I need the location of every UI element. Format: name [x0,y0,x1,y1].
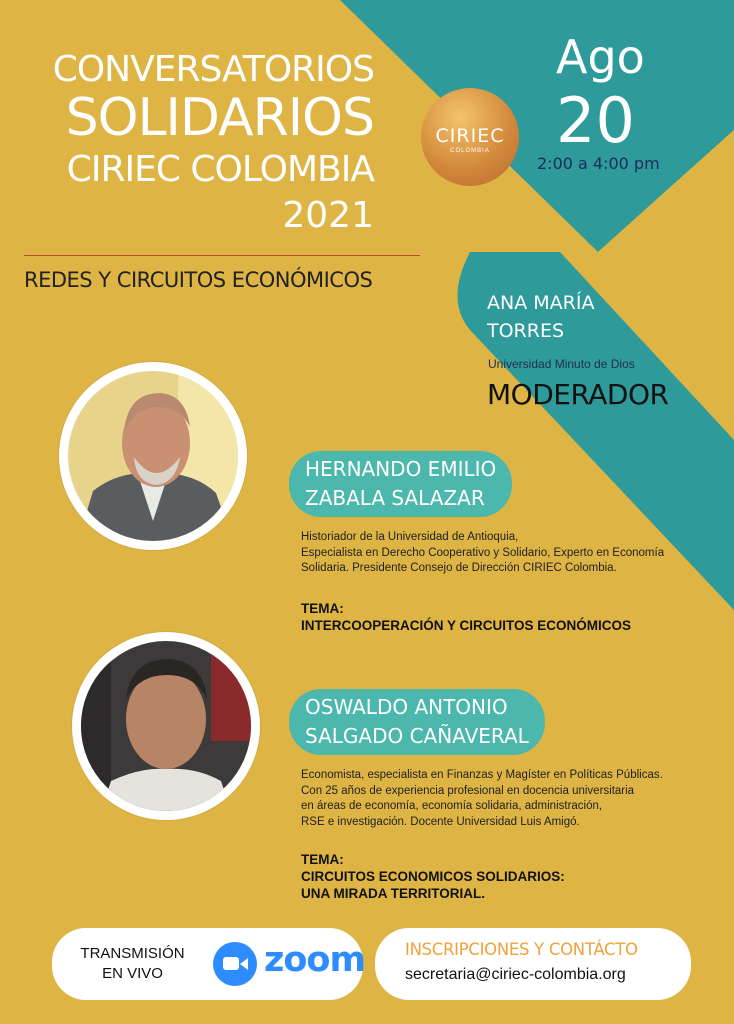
speaker-1-topic-line: INTERCOOPERACIÓN Y CIRCUITOS ECONÓMICOS [301,618,632,633]
contact-email: secretaria@ciriec-colombia.org [405,966,626,983]
title-line-2: SOLIDARIOS [65,88,374,148]
speaker-2-topic [301,851,565,902]
speaker-2-bio [301,768,731,830]
speaker-2-bio-line: en áreas de economía, economía solidaria, administración, [301,800,603,812]
moderator-org: Universidad Minuto de Dios [488,357,635,371]
speaker-2-photo [72,632,260,820]
speaker-2-topic-line: UNA MIRADA TERRITORIAL. [301,886,485,901]
zoom-logo-text: zoom [264,940,365,980]
title-line-3: CIRIEC COLOMBIA [66,149,374,190]
speaker-1-bio-line: Solidaria. Presidente Consejo de Dirección CIRIEC Colombia. [301,562,617,574]
speaker-1-portrait [68,371,238,541]
contact-pill [375,928,691,1000]
speaker-2-bio-line: RSE e investigación. Docente Universidad Luis Amigó. [301,815,580,828]
moderator-name-line-2: TORRES [487,320,565,342]
speaker-1-topic [301,600,631,634]
contact-label: INSCRIPCIONES Y CONTÁCTO [405,940,638,959]
moderator-name [487,289,594,345]
speaker-1-name-line-2: ZABALA SALAZAR [305,486,485,510]
speaker-1-name [289,451,512,517]
speaker-1-bio-line: Historiador de la Universidad de Antioquia, [301,531,519,543]
event-title [52,49,374,236]
speaker-2-bio-line: Con 25 años de experiencia profesional en docencia universitaria [301,784,635,797]
event-subtitle: REDES Y CIRCUITOS ECONÓMICOS [24,268,373,292]
transmission-line-2: EN VIVO [102,965,163,982]
speaker-2-name [289,689,545,755]
transmission-label [70,944,195,984]
speaker-2-portrait [81,641,251,811]
speaker-2-topic-line: CIRCUITOS ECONOMICOS SOLIDARIOS: [301,869,565,884]
speaker-2-bio-line: Economista, especialista en Finanzas y Magíster en Políticas Públicas. [301,769,663,781]
ciriec-logo [421,88,519,186]
speaker-1-name-line-1: HERNANDO EMILIO [305,457,497,481]
title-line-1: CONVERSATORIOS [52,49,374,90]
logo-name: CIRIEC [435,125,505,147]
speaker-1-photo [59,362,247,550]
date-month: Ago [556,30,645,84]
speaker-1-bio-line: Especialista en Derecho Cooperativo y Solidario, Experto en Economía [301,546,665,559]
date-day: 20 [556,84,635,157]
speaker-2-name-line-2: SALGADO CAÑAVERAL [305,724,529,748]
title-year: 2021 [282,195,374,236]
date-time: 2:00 a 4:00 pm [537,154,660,173]
title-divider [24,255,420,256]
speaker-2-name-line-1: OSWALDO ANTONIO [305,695,508,719]
moderator-role: MODERADOR [487,378,669,411]
speaker-1-bio [301,530,731,577]
transmission-line-1: TRANSMISIÓN [80,945,185,962]
zoom-camera-icon [213,942,257,986]
logo-sub: COLOMBIA [450,148,490,154]
moderator-name-line-1: ANA MARÍA [487,292,595,314]
transmission-pill [52,928,363,1000]
speaker-1-topic-label: TEMA: [301,601,344,616]
speaker-2-topic-label: TEMA: [301,852,344,867]
